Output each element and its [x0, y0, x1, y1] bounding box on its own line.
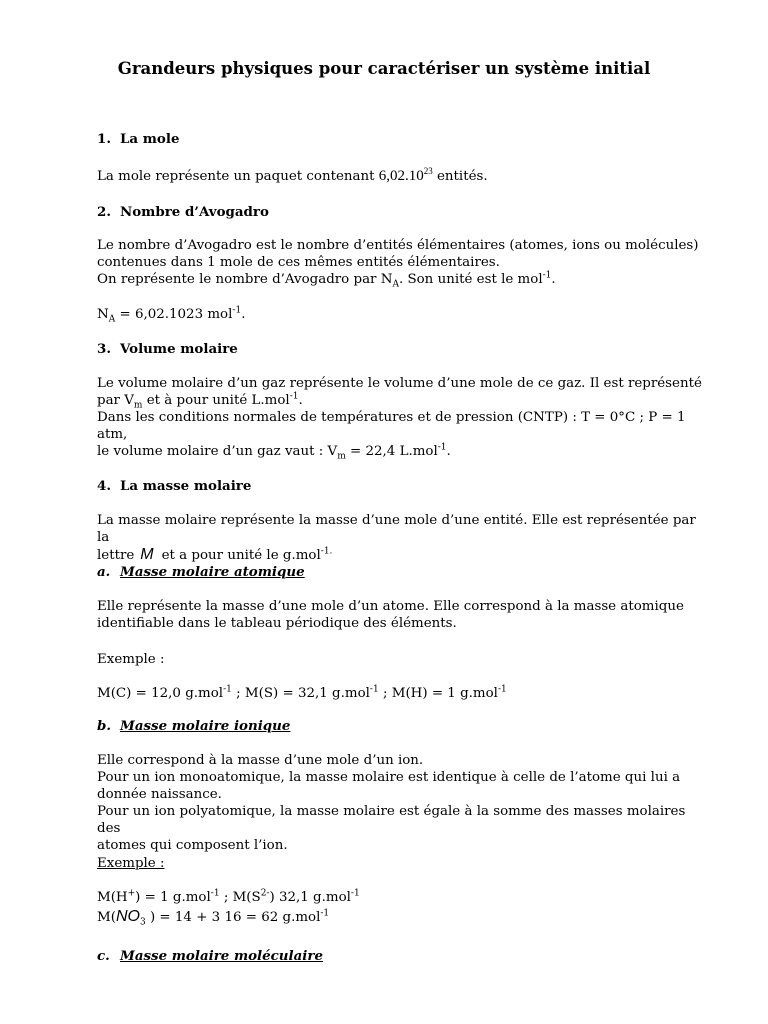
section-3-paragraph: Le volume molaire d’un gaz représente le volume d’une mole de ce gaz. Il est représenté par $V_m$ et à pour unité L.mol$^{-1}$. Dans les conditions normales de températures et de pression (CNTP) : T = 0°C ; P = 1 atm, le volume molaire d’un gaz vaut : $V_m = 22,4$ L.mol$^{-1}$.: [97, 376, 702, 462]
section-1-heading: 1. La mole: [97, 131, 180, 147]
subsection-a-heading: a. Masse molaire atomique: [97, 564, 305, 580]
subsection-a-example: M(C) = 12,0 g.mol$^{-1}$ ; M(S) = 32,1 g.mol$^{-1}$ ; M(H) = 1 g.mol$^{-1}$: [97, 684, 507, 701]
avogadro-formula: 6,02.10$^{23}$: [378, 166, 433, 184]
subsection-b-paragraph: Elle correspond à la masse d’une mole d’un ion. Pour un ion monoatomique, la masse molaire est identique à celle de l’atome qui lui a donnée naissance. Pour un ion polyatomique, la masse molaire est égale à la somme des masses molaires des atomes qui composent l’ion.: [97, 753, 686, 853]
section-4-paragraph: La masse molaire représente la masse d’une mole d’une entité. Elle est représentée par la lettre M et a pour unité le g.mol$^{-1.}$: [97, 513, 696, 563]
subsection-b-example-2: $M(NO_3$ ) = 14 + 3 16 = 62 g.mol$^{-1}$: [97, 908, 330, 928]
nitrate-symbol: NO: [115, 908, 140, 925]
avogadro-value: $N_A = 6,02.1023$ mol$^{-1}$.: [97, 305, 246, 325]
section-2-paragraph: Le nombre d’Avogadro est le nombre d’entités élémentaires (atomes, ions ou molécules) contenues dans 1 mole de ces mêmes entités élémentaires. On représente le nombre d’Avogadro par $N_A$. Son unité est le mol$^{-1}$.: [97, 238, 699, 290]
section-4-heading: 4. La masse molaire: [97, 478, 252, 494]
subsection-b-example-label: Exemple :: [97, 856, 165, 871]
section-2-heading: 2. Nombre d’Avogadro: [97, 204, 269, 220]
subsection-c-heading: c. Masse molaire moléculaire: [97, 948, 323, 964]
section-1-text: La mole représente un paquet contenant 6,02.10$^{23}$ entités.: [97, 166, 488, 184]
subsection-a-example-label: Exemple :: [97, 652, 165, 667]
subsection-a-paragraph: Elle représente la masse d’une mole d’un atome. Elle correspond à la masse atomique identifiable dans le tableau périodique des éléments.: [97, 599, 684, 631]
subsection-b-example-1: M(H+) = 1 g.mol$^{-1}$ ; $M(S^{2-})$ 32,1 g.mol$^{-1}$: [97, 888, 360, 905]
molar-mass-symbol: M: [140, 546, 154, 563]
subsection-b-heading: b. Masse molaire ionique: [97, 718, 291, 734]
section-3-heading: 3. Volume molaire: [97, 341, 238, 357]
page-title: Grandeurs physiques pour caractériser un système initial: [117, 59, 651, 78]
